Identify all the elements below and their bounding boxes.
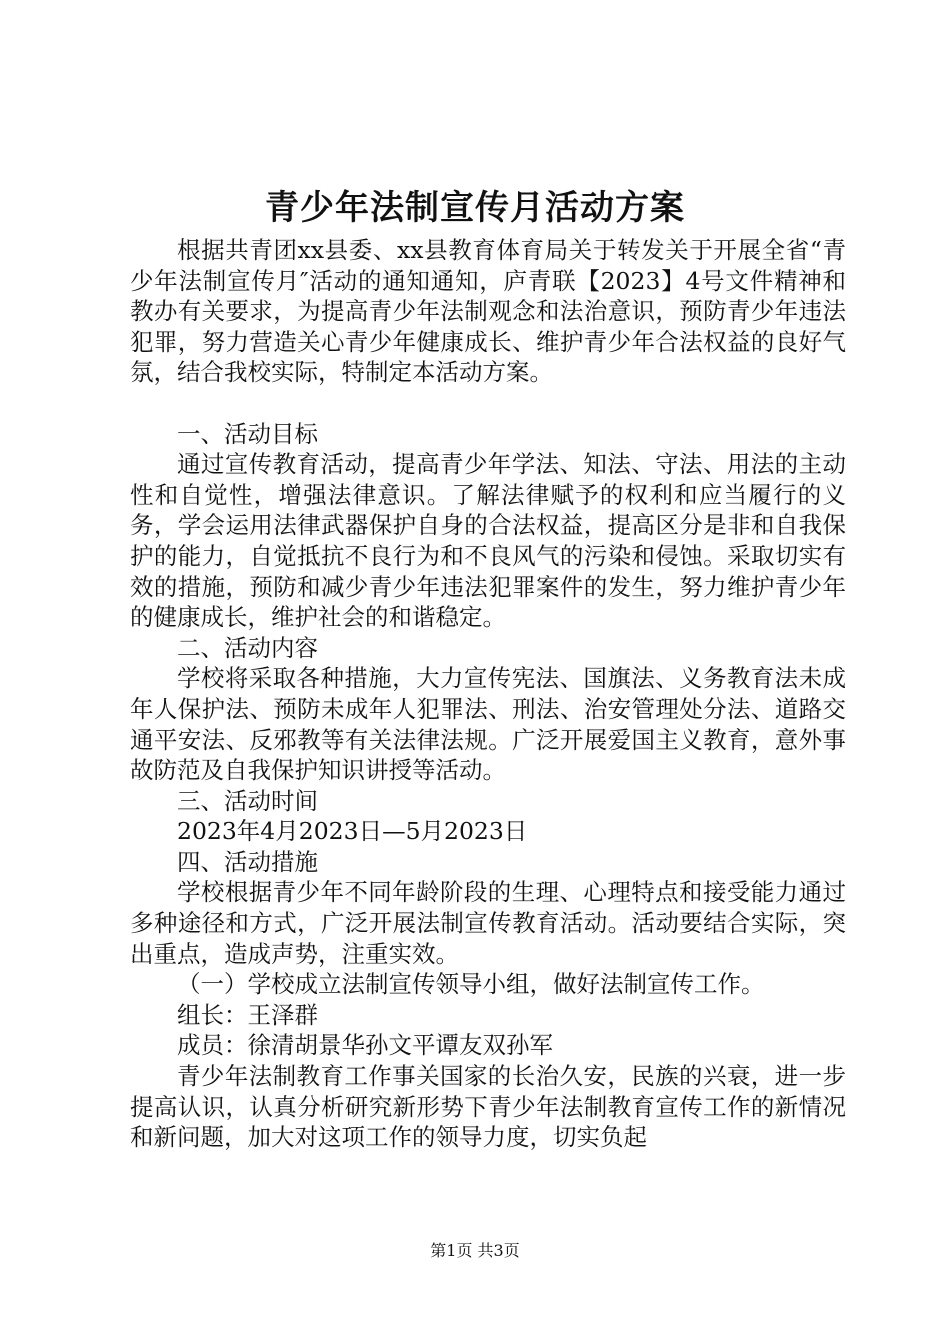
section-text-time: 2023年4月2023日—5月2023日 xyxy=(177,817,528,846)
paragraph-gap xyxy=(130,388,846,419)
section-heading-content: 二、活动内容 xyxy=(177,633,318,662)
section-heading-measures: 四、活动措施 xyxy=(177,847,318,876)
section-text-measures-2: 青少年法制教育工作事关国家的长治久安，民族的兴衰，进一步提高认识，认真分析研究新形势下青少年法制教育宣传工作的新情况和新问题，加大对这项工作的领导力度，切实负起 xyxy=(130,1062,846,1152)
group-leader: 组长：王泽群 xyxy=(177,1000,318,1029)
intro-paragraph: 根据共青团xx县委、xx县教育体育局关于转发关于开展全省“青少年法制宣传月″活动的通知通知，庐青联【2023】4号文件精神和教办有关要求，为提高青少年法制观念和法治意识，预防青少年违法犯罪，努力营造关心青少年健康成长、维护青少年合法权益的良好气氛，结合我校实际，特制定本活动方案。 xyxy=(130,236,846,387)
group-members: 成员：徐清胡景华孙文平谭友双孙军 xyxy=(177,1031,553,1060)
section-text-measures: 学校根据青少年不同年龄阶段的生理、心理特点和接受能力通过多种途径和方式，广泛开展法制宣传教育活动。活动要结合实际，突出重点，造成声势，注重实效。 xyxy=(130,878,846,968)
subsection-heading-group: （一）学校成立法制宣传领导小组，做好法制宣传工作。 xyxy=(177,970,765,999)
section-heading-time: 三、活动时间 xyxy=(177,786,318,815)
section-heading-goals: 一、活动目标 xyxy=(177,419,318,448)
section-text-content: 学校将采取各种措施，大力宣传宪法、国旗法、义务教育法未成年人保护法、预防未成年人犯罪法、刑法、治安管理处分法、道路交通平安法、反邪教等有关法律法规。广泛开展爱国主义教育，意外事故防范及自我保护知识讲授等活动。 xyxy=(130,664,846,785)
page-number: 第1页 共3页 xyxy=(430,1241,520,1260)
document-title: 青少年法制宣传月活动方案 xyxy=(265,188,685,228)
section-text-goals: 通过宣传教育活动，提高青少年学法、知法、守法、用法的主动性和自觉性，增强法律意识。了解法律赋予的权利和应当履行的义务，学会运用法律武器保护自身的合法权益，提高区分是非和自我保护的能力，自觉抵抗不良行为和不良风气的污染和侵蚀。采取切实有效的措施，预防和减少青少年违法犯罪案件的发生，努力维护青少年的健康成长，维护社会的和谐稳定。 xyxy=(130,450,846,632)
document-body xyxy=(130,235,846,1153)
